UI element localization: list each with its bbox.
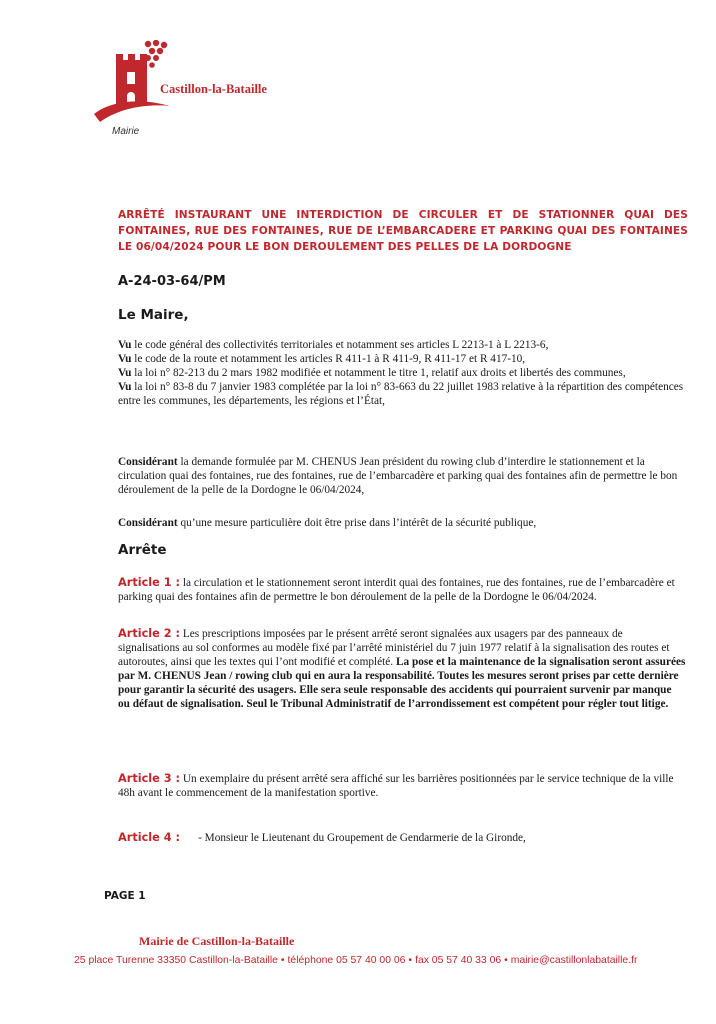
footer-separator: • (408, 955, 413, 966)
vu-lead: Vu (118, 381, 132, 393)
considerant-paragraph (118, 516, 686, 530)
logo-town-name: Castillon-la-Bataille (160, 82, 267, 96)
footer-email: mairie@castillonlabataille.fr (510, 955, 638, 966)
considerant-lead: Considérant (118, 517, 178, 529)
considerant-text: qu’une mesure particulière doit être prise dans l’intérêt de la sécurité publique, (177, 517, 537, 529)
vu-item (118, 338, 686, 352)
footer-fax: fax 05 57 40 33 06 (415, 955, 502, 966)
article-label: Article 2 : (118, 627, 181, 640)
arrete-heading: Arrête (118, 542, 167, 558)
article-4 (118, 831, 686, 845)
vu-lead: Vu (118, 367, 132, 379)
vu-text: la loi n° 82-213 du 2 mars 1982 modifiée et notamment le titre 1, relatif aux droits et libertés des communes, (131, 367, 626, 379)
vu-text: la loi n° 83-8 du 7 janvier 1983 complétée par la loi n° 83-663 du 22 juillet 1983 relative à la répartition des compétences entre les communes, les départements, les régions et l’État, (118, 381, 684, 407)
town-logo (92, 40, 322, 140)
article-text: la circulation et le stationnement seront interdit quai des fontaines, rue des fontaines, rue de l’embarcadère et parking quai des fontaines afin de permettre le bon déroulement de la pelle de la Dordogne le 06/04/2024. (118, 577, 675, 603)
vu-text: le code de la route et notamment les articles R 411-1 à R 411-9, R 411-17 et R 417-10, (131, 353, 526, 365)
logo-subtitle: Mairie (112, 126, 140, 137)
vu-lead: Vu (118, 339, 132, 351)
article-text: Les prescriptions imposées par le présent arrêté seront signalées aux usagers par des panneaux de signalisations au sol conformes au modèle fixé par l’arrêté ministériel du 7 juin 1977 relatif à la signalisation des routes et autoroutes, ainsi que les textes qui l’ont modifié et complété. (118, 628, 670, 668)
vu-list (118, 338, 686, 408)
article-text: - Monsieur le Lieutenant du Groupement de Gendarmerie de la Gironde, (198, 832, 526, 844)
article-label: Article 4 : (118, 831, 181, 844)
vu-text: le code général des collectivités territoriales et notamment ses articles L 2213-1 à L 2213-6, (131, 339, 549, 351)
vu-lead: Vu (118, 353, 132, 365)
article-3 (118, 772, 686, 800)
decree-reference: A-24-03-64/PM (118, 274, 226, 289)
article-text: Un exemplaire du présent arrêté sera affiché sur les barrières positionnées par le service technique de la ville 48h avant le commencement de la manifestation sportive. (118, 773, 674, 799)
considerant-text: la demande formulée par M. CHENUS Jean président du rowing club d’interdire le stationnement et la circulation quai des fontaines, rue des fontaines, rue de l’embarcadère et parking quai des fontaines afin de permettre le bon déroulement de la pelle de la Dordogne le 06/04/2024, (118, 456, 678, 496)
footer-separator: • (504, 955, 508, 966)
footer-address: 25 place Turenne 33350 Castillon-la-Bataille (74, 955, 278, 966)
article-2 (118, 627, 686, 711)
page-number: PAGE 1 (104, 890, 146, 902)
footer-phone: téléphone 05 57 40 00 06 (287, 955, 406, 966)
maire-heading: Le Maire, (118, 307, 189, 323)
vu-item (118, 352, 686, 366)
footer-name: Mairie de Castillon-la-Bataille (139, 934, 295, 948)
document-title: ARRÊTÉ INSTAURANT UNE INTERDICTION DE CIRCULER ET DE STATIONNER QUAI DES FONTAINES, RUE DES FONTAINES, RUE DE L’EMBARCADERE ET PARKING QUAI DES FONTAINES LE 06/04/2024 POUR LE BON DEROULEMENT DES PELLES DE LA DORDOGNE (118, 209, 688, 253)
vu-item (118, 380, 686, 408)
article-strong-text: La pose et la maintenance de la signalisation seront assurées par M. CHENUS Jean / rowing club qui en aura la responsabilité. Toutes les mesures seront prises par cette dernière pour garantir la sécurité des usagers. Elle sera seule responsable des accidents qui pourraient survenir par manque ou défaut de signalisation. Seul le Tribunal Administratif de l’arrondissement est compétent pour régler tout litige. (118, 656, 686, 710)
considerant-paragraph (118, 455, 686, 497)
considerant-lead: Considérant (118, 456, 178, 468)
footer-separator: • (280, 955, 285, 966)
article-label: Article 1 : (118, 576, 181, 589)
article-label: Article 3 : (118, 772, 181, 785)
vu-item (118, 366, 686, 380)
footer-contact (74, 955, 674, 966)
article-1 (118, 576, 686, 604)
